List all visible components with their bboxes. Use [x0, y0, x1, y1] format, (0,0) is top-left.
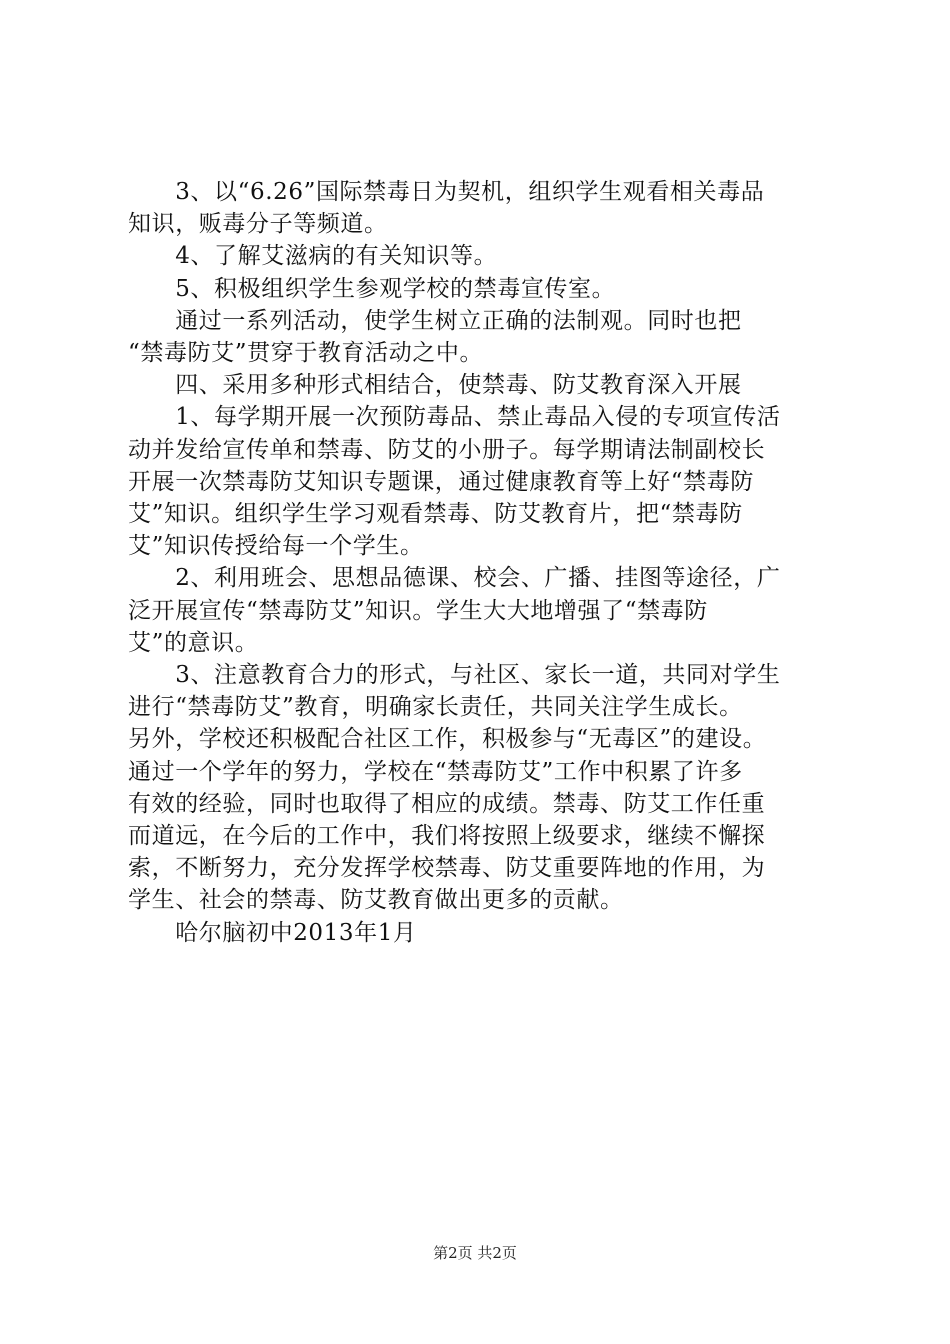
text-line: 另外，学校还积极配合社区工作，积极参与“无毒区”的建设。 — [128, 726, 767, 753]
text-line: 艾”知识传授给每一个学生。 — [128, 533, 424, 560]
document-body — [128, 176, 838, 949]
text-line: 艾”知识。组织学生学习观看禁毒、防艾教育片，把“禁毒防 — [128, 501, 743, 528]
text-line: “禁毒防艾”贯穿于教育活动之中。 — [128, 340, 484, 367]
text-line: 5、积极组织学生参观学校的禁毒宣传室。 — [128, 275, 616, 302]
text-line: 2、利用班会、思想品德课、校会、广播、挂图等途径，广 — [128, 565, 781, 592]
text-line: 进行“禁毒防艾”教育，明确家长责任，共同关注学生成长。 — [128, 694, 743, 721]
text-line: 3、以“6.26”国际禁毒日为契机，组织学生观看相关毒品 — [128, 179, 765, 205]
text-line: 1、每学期开展一次预防毒品、禁止毒品入侵的专项宣传活 — [128, 404, 781, 431]
section-heading: 四、采用多种形式相结合，使禁毒、防艾教育深入开展 — [128, 372, 742, 399]
text-line: 索，不断努力，充分发挥学校禁毒、防艾重要阵地的作用，为 — [128, 855, 766, 882]
text-line: 通过一系列活动，使学生树立正确的法制观。同时也把 — [128, 307, 742, 334]
text-line: 通过一个学年的努力，学校在“禁毒防艾”工作中积累了许多 — [128, 758, 743, 785]
text-line: 艾”的意识。 — [128, 629, 259, 656]
text-line: 学生、社会的禁毒、防艾教育做出更多的贡献。 — [128, 887, 624, 914]
text-line: 有效的经验，同时也取得了相应的成绩。禁毒、防艾工作任重 — [128, 790, 766, 817]
text-line: 4、了解艾滋病的有关知识等。 — [128, 243, 498, 270]
text-line: 知识，贩毒分子等频道。 — [128, 211, 388, 238]
text-line: 3、注意教育合力的形式，与社区、家长一道，共同对学生 — [128, 662, 781, 689]
text-line: 动并发给宣传单和禁毒、防艾的小册子。每学期请法制副校长 — [128, 436, 766, 463]
signature-line: 哈尔脑初中2013年1月 — [128, 919, 417, 946]
text-line: 开展一次禁毒防艾知识专题课，通过健康教育等上好“禁毒防 — [128, 468, 754, 495]
page-number-footer: 第2页 共2页 — [433, 1244, 517, 1262]
text-line: 而道远，在今后的工作中，我们将按照上级要求，继续不懈探 — [128, 823, 766, 850]
text-line: 泛开展宣传“禁毒防艾”知识。学生大大地增强了“禁毒防 — [128, 597, 708, 624]
